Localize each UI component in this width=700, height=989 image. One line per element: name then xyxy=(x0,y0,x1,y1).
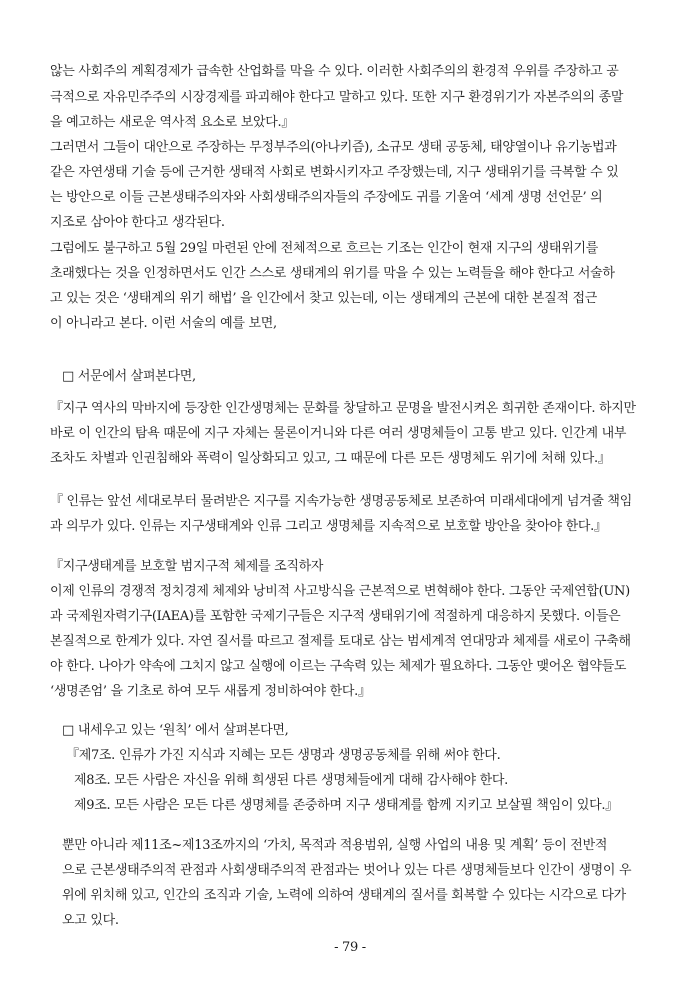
section-heading-preface: □ 서문에서 살펴본다면, xyxy=(62,369,196,384)
article-line: 제8조. 모든 사람은 자신을 위해 희생된 다른 생명체들에게 대해 감사해야 한다. xyxy=(74,773,508,788)
section-heading-principles: □ 내세우고 있는 ‘원칙’ 에서 살펴본다면, xyxy=(62,723,289,738)
quote-line: 야 한다. 나아가 약속에 그치지 않고 실행에 이르는 구속력 있는 체제가 필요하다. 그동안 맺어온 협약들도 xyxy=(50,659,627,674)
article-line: 제9조. 모든 사람은 모든 다른 생명체를 존중하며 지구 생태계를 함께 지키고 보살필 책임이 있다.』 xyxy=(74,798,618,813)
paragraph-line: 을 예고하는 새로운 역사적 요소로 보았다.』 xyxy=(50,115,295,130)
paragraph-line: 으로 근본생태주의적 관점과 사회생태주의적 관점과는 벗어나 있는 다른 생명체들보다 인간이 생명이 우 xyxy=(62,863,632,878)
article-line: 『제7조. 인류가 가진 지식과 지혜는 모든 생명과 생명공동체를 위해 써야 한다. xyxy=(66,748,501,763)
quote-line: 이제 인류의 경쟁적 정치경제 체제와 낭비적 사고방식을 근본적으로 변혁해야 한다. 그동안 국제연합(UN) xyxy=(50,584,630,599)
paragraph-line: 오고 있다. xyxy=(62,913,119,928)
paragraph-line: 고 있는 것은 ‘생태계의 위기 해법’ 을 인간에서 찾고 있는데, 이는 생태계의 근본에 대한 본질적 접근 xyxy=(50,291,598,306)
paragraph-line: 이 아니라고 본다. 이런 서술의 예를 보면, xyxy=(50,316,277,331)
quote-line: 『 인류는 앞선 세대로부터 물려받은 지구를 지속가능한 생명공동체로 보존하여 미래세대에게 넘겨줄 책임 xyxy=(50,494,632,509)
paragraph-line: 않는 사회주의 계획경제가 급속한 산업화를 막을 수 있다. 이러한 사회주의의 환경적 우위를 주장하고 공 xyxy=(50,64,619,79)
paragraph-line: 그럼에도 불구하고 5월 29일 마련된 안에 전체적으로 흐르는 기조는 인간이 현재 지구의 생태위기를 xyxy=(50,241,598,256)
quote-line: 바로 이 인간의 탐욕 때문에 지구 자체는 물론이거니와 다른 여러 생명체들이 고통 받고 있다. 인간계 내부 xyxy=(50,426,627,441)
paragraph-line: 극적으로 자유민주주의 시장경제를 파괴해야 한다고 말하고 있다. 또한 지구 환경위기가 자본주의의 종말 xyxy=(50,90,624,105)
paragraph-line: 는 방안으로 이들 근본생태주의자와 사회생태주의자들의 주장에도 귀를 기울여 ‘세계 생명 선언문’ 의 xyxy=(50,190,603,205)
page-number: - 79 - xyxy=(334,940,366,955)
quote-line: ‘생명존엄’ 을 기초로 하여 모두 새롭게 정비하여야 한다.』 xyxy=(50,684,371,699)
paragraph-line: 지조로 삼아야 한다고 생각된다. xyxy=(50,215,225,230)
quote-line: 본질적으로 한계가 있다. 자연 질서를 따르고 절제를 토대로 삼는 범세계적 연대망과 체제를 새로이 구축해 xyxy=(50,634,631,649)
paragraph-line: 뿐만 아니라 제11조~제13조까지의 ‘가치, 목적과 적용범위, 실행 사업의 내용 및 계획’ 등이 전반적 xyxy=(62,838,608,853)
quote-line: 과 국제원자력기구(IAEA)를 포함한 국제기구들은 지구적 생태위기에 적절하게 대응하지 못했다. 이들은 xyxy=(50,609,621,624)
paragraph-line: 초래했다는 것을 인정하면서도 인간 스스로 생태계의 위기를 막을 수 있는 노력들을 해야 한다고 서술하 xyxy=(50,266,615,281)
quote-line: 과 의무가 있다. 인류는 지구생태계와 인류 그리고 생명체를 지속적으로 보호할 방안을 찾아야 한다.』 xyxy=(50,519,607,534)
paragraph-line: 위에 위치해 있고, 인간의 조직과 기술, 노력에 의하여 생태계의 질서를 회복할 수 있다는 시각으로 다가 xyxy=(62,888,626,903)
quote-line: 조차도 차별과 인권침해와 폭력이 일상화되고 있고, 그 때문에 다른 모든 생명체도 위기에 처해 있다.』 xyxy=(50,451,611,466)
paragraph-line: 그러면서 그들이 대안으로 주장하는 무정부주의(아나키즘), 소규모 생태 공동체, 태양열이나 유기농법과 xyxy=(50,140,617,155)
quote-line: 『지구생태계를 보호할 범지구적 체제를 조직하자 xyxy=(50,559,324,574)
quote-line: 『지구 역사의 막바지에 등장한 인간생명체는 문화를 창달하고 문명을 발전시켜온 희귀한 존재이다. 하지만 xyxy=(50,401,636,416)
paragraph-line: 같은 자연생태 기술 등에 근거한 생태적 사회로 변화시키자고 주장했는데, 지구 생태위기를 극복할 수 있 xyxy=(50,165,619,180)
